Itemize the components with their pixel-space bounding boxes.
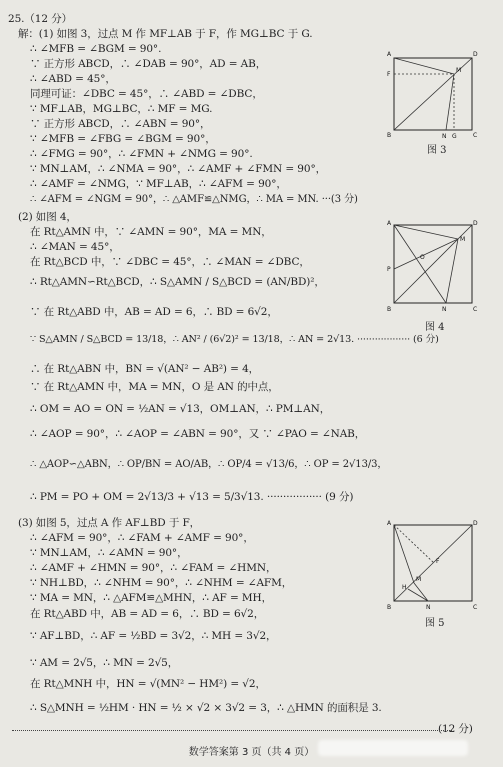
solution-line: ∴ 在 Rt△ABN 中，BN = √(AN² − AB²) = 4， xyxy=(30,363,260,375)
svg-text:F: F xyxy=(436,558,440,565)
figure-3-caption: 图 3 xyxy=(427,145,447,156)
svg-text:C: C xyxy=(473,306,478,313)
figure-4-caption: 图 4 xyxy=(425,322,445,333)
solution-line: ∵ MA = MN，∴ △AFM≌△MHN，∴ AF = MH， xyxy=(30,592,273,604)
svg-text:C: C xyxy=(473,132,478,139)
solution-line: ∴ ∠FMG = 90°，∴ ∠FMN + ∠NMG = 90°. xyxy=(30,148,253,160)
page-footer: 数学答案第 3 页（共 4 页） xyxy=(188,747,315,758)
solution-line: ∵ 在 Rt△AMN 中，MA = MN，O 是 AN 的中点， xyxy=(30,381,279,393)
solution-line: ∵ 正方形 ABCD，∴ ∠DAB = 90°，AD = AB， xyxy=(30,58,267,70)
svg-text:D: D xyxy=(473,520,478,527)
score-mark: (12 分) xyxy=(438,723,473,735)
svg-text:D: D xyxy=(473,51,478,58)
svg-text:D: D xyxy=(473,220,478,227)
svg-text:B: B xyxy=(387,306,392,313)
svg-text:N: N xyxy=(426,604,431,611)
solution-line: 在 Rt△AMN 中，∵ ∠AMN = 90°，MA = MN， xyxy=(30,226,272,238)
figure-4-diagram xyxy=(386,219,482,315)
solution-line: ∴ OM = AO = ON = ½AN = √13，OM⊥AN，∴ PM⊥AN， xyxy=(30,403,331,415)
solution-line: ∴ ∠AMF + ∠HMN = 90°，∴ ∠FAM = ∠HMN， xyxy=(30,562,277,574)
svg-text:A: A xyxy=(387,520,392,527)
figure-5-caption: 图 5 xyxy=(425,618,445,629)
solution-line: 在 Rt△ABD 中，AB = AD = 6，∴ BD = 6√2， xyxy=(30,608,265,620)
solution-line: ∵ MN⊥AM，∴ ∠NMA = 90°，∴ ∠AMF + ∠FMN = 90°， xyxy=(30,163,327,175)
solution-line: ∴ ∠AOP = 90°，∴ ∠AOP = ∠ABN = 90°，又 ∵ ∠PAO = ∠NAB， xyxy=(30,428,366,440)
part3-intro: (3) 如图 5，过点 A 作 AF⊥BD 于 F， xyxy=(18,517,201,529)
part2-intro: (2) 如图 4， xyxy=(18,211,77,223)
figure-4 xyxy=(386,219,482,315)
svg-text:F: F xyxy=(387,71,391,78)
solution-line: ∴ ∠AMF = ∠NMG，∵ MF⊥AB，∴ ∠AFM = 90°， xyxy=(30,178,287,190)
solution-line: ∵ AF⊥BD，∴ AF = ½BD = 3√2，∴ MH = 3√2， xyxy=(30,630,277,642)
figure-3 xyxy=(386,44,482,140)
solution-line: ∴ ∠AFM = ∠NGM = 90°，∴ △AMF≌△NMG，∴ MA = MN. ···(3 分) xyxy=(30,194,358,205)
solution-line: ∵ 在 Rt△ABD 中，AB = AD = 6，∴ BD = 6√2， xyxy=(30,306,278,318)
solution-line: ∴ ∠MAN = 45°， xyxy=(30,241,120,253)
figure-3-diagram xyxy=(386,44,482,140)
solution-line: ∵ ∠MFB = ∠FBG = ∠BGM = 90°， xyxy=(30,133,216,145)
solution-line: 在 Rt△MNH 中，HN = √(MN² − HM²) = √2， xyxy=(30,678,266,690)
solution-line: ∴ Rt△AMN∽Rt△BCD，∴ S△AMN / S△BCD = (AN/BD)²， xyxy=(30,276,325,288)
svg-text:O: O xyxy=(420,254,425,261)
part1-intro: 解：(1) 如图 3，过点 M 作 MF⊥AB 于 F，作 MG⊥BC 于 G. xyxy=(18,28,313,40)
figure-5-diagram xyxy=(386,517,482,611)
solution-line: ∴ ∠AFM = 90°，∴ ∠FAM + ∠AMF = 90°， xyxy=(30,532,254,544)
svg-text:C: C xyxy=(473,604,478,611)
figure-5 xyxy=(386,517,482,611)
svg-text:M: M xyxy=(456,67,462,74)
svg-text:A: A xyxy=(387,220,392,227)
solution-line: ∴ PM = PO + OM = 2√13/3 + √13 = 5/3√13. ················· (9 分) xyxy=(30,491,354,503)
solution-line: ∵ 正方形 ABCD，∴ ∠ABN = 90°， xyxy=(30,118,211,130)
solution-line: ∵ MN⊥AM，∴ ∠AMN = 90°， xyxy=(30,547,188,559)
dotted-divider xyxy=(12,730,452,731)
svg-text:B: B xyxy=(387,604,392,611)
svg-text:G: G xyxy=(452,133,457,140)
solution-line: ∴ △AOP∽△ABN，∴ OP/BN = AO/AB，∴ OP/4 = √13/6，∴ OP = 2√13/3， xyxy=(30,459,388,470)
svg-text:N: N xyxy=(442,133,447,140)
solution-line: ∵ NH⊥BD，∴ ∠NHM = 90°，∴ ∠NHM = ∠AFM， xyxy=(30,577,293,589)
svg-text:P: P xyxy=(387,266,391,273)
solution-line: 同理可证：∠DBC = 45°，∴ ∠ABD = ∠DBC， xyxy=(30,88,263,100)
svg-text:H: H xyxy=(402,584,407,591)
svg-text:N: N xyxy=(442,306,447,313)
solution-line: ∴ S△MNH = ½HM · HN = ½ × √2 × 3√2 = 3，∴ △HMN 的面积是 3. xyxy=(30,702,382,714)
redacted-area xyxy=(318,740,468,756)
svg-text:M: M xyxy=(416,576,422,583)
solution-line: 在 Rt△BCD 中，∵ ∠DBC = 45°，∴ ∠MAN = ∠DBC， xyxy=(30,256,310,268)
solution-line: ∴ ∠ABD = 45°， xyxy=(30,73,116,85)
solution-line: ∴ ∠MFB = ∠BGM = 90°. xyxy=(30,43,162,55)
svg-text:A: A xyxy=(387,51,392,58)
svg-text:B: B xyxy=(387,132,392,139)
problem-number: 25.（12 分） xyxy=(8,13,72,25)
svg-text:M: M xyxy=(460,236,466,243)
solution-line: ∵ AM = 2√5，∴ MN = 2√5， xyxy=(30,657,179,669)
solution-line: ∵ S△AMN / S△BCD = 13/18，∴ AN² / (6√2)² = 13/18，∴ AN = 2√13. ·················· (6 分) xyxy=(30,334,439,345)
solution-line: ∵ MF⊥AB，MG⊥BC，∴ MF = MG. xyxy=(30,103,213,115)
